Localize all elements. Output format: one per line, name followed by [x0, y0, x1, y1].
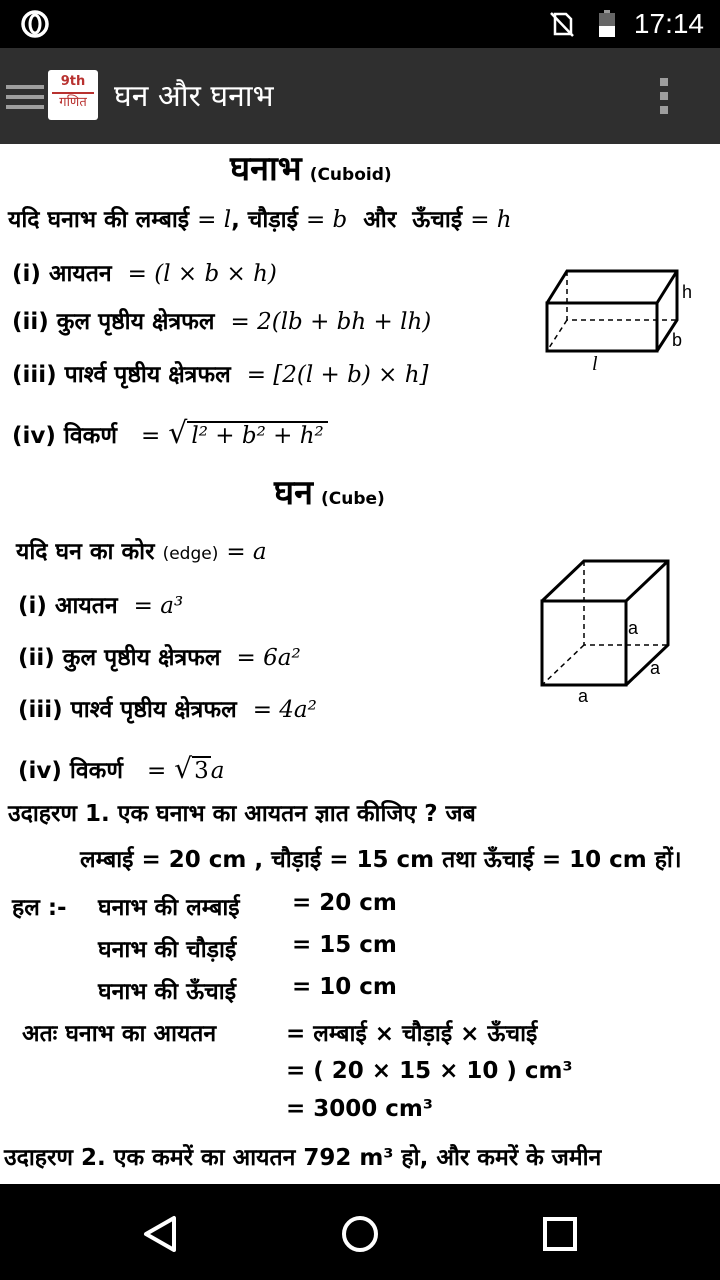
- example1-condition: लम्बाई = 20 cm , चौड़ाई = 15 cm तथा ऊँचाई = 10 cm हों।: [80, 847, 682, 873]
- navigation-bar: [0, 1184, 720, 1280]
- cube-lateral-surface-formula: = 4a²: [252, 697, 317, 723]
- sqrt-sign: √: [174, 752, 193, 785]
- cube-label-a-base: a: [578, 686, 589, 706]
- cube-volume-label: (i) आयतन: [18, 593, 118, 619]
- cube-total-surface: [18, 640, 301, 672]
- example1-step1: = ( 20 × 15 × 10 ) cm³: [286, 1058, 573, 1084]
- example1-solution-label: हल :-: [12, 895, 67, 921]
- cube-figure: [536, 556, 676, 706]
- cube-hidden-diagonal-edge: [542, 645, 584, 685]
- cube-volume: [18, 588, 183, 620]
- lesson-content[interactable]: [0, 144, 720, 1184]
- more-options-icon[interactable]: [654, 74, 674, 118]
- logo-grade: 9th: [60, 74, 86, 89]
- cuboid-heading: [230, 144, 392, 190]
- cube-diagonal-label: (iv) विकर्ण: [18, 758, 123, 784]
- example1-therefore-formula: = लम्बाई × चौड़ाई × ऊँचाई: [286, 1021, 538, 1047]
- cuboid-label-b: b: [672, 330, 683, 350]
- cube-total-surface-formula: = 6a²: [236, 645, 301, 671]
- cube-diagonal-radicand: 3: [194, 758, 209, 784]
- cube-label-a-depth: a: [650, 658, 661, 678]
- cube-volume-formula: = a³: [133, 593, 184, 619]
- example2-title: उदाहरण 2. एक कमरें का आयतन 792 m³ हो, और कमरें के जमीन: [4, 1145, 602, 1171]
- cube-heading: [274, 468, 385, 514]
- back-icon[interactable]: [138, 1212, 182, 1256]
- cube-heading-hi: घन: [274, 473, 313, 513]
- home-icon[interactable]: [338, 1212, 382, 1256]
- cuboid-intro-width: , चौड़ाई: [231, 207, 298, 233]
- cuboid-diagonal-radicand: l² + b² + h²: [187, 421, 327, 449]
- cuboid-total-surface-label: (ii) कुल पृष्ठीय क्षेत्रफल: [12, 309, 215, 335]
- cube-intro: [16, 534, 267, 566]
- example1-row-height-value: = 10 cm: [292, 974, 397, 1000]
- cuboid-diagonal: [12, 416, 328, 451]
- cuboid-front-face: [547, 303, 657, 351]
- cuboid-intro-and: और: [363, 207, 397, 233]
- cuboid-label-l: l: [592, 353, 598, 374]
- cuboid-intro-h: h: [496, 207, 512, 233]
- cuboid-intro-l: l: [223, 207, 232, 233]
- sqrt-sign: √: [168, 416, 188, 451]
- cuboid-intro-height: ऊँचाई: [412, 207, 463, 233]
- cuboid-volume: [12, 256, 277, 288]
- cube-heading-en: (Cube): [320, 489, 385, 509]
- cuboid-intro-prefix: यदि घनाभ की लम्बाई: [8, 207, 190, 233]
- logo-subject: गणित: [52, 92, 94, 112]
- cube-intro-prefix: यदि घन का कोर: [16, 539, 155, 565]
- cube-diagonal-eq: =: [146, 758, 167, 784]
- status-bar: [0, 0, 720, 48]
- cuboid-heading-hi: घनाभ: [230, 149, 302, 189]
- cuboid-heading-en: (Cuboid): [309, 165, 392, 185]
- cuboid-volume-formula: = (l × b × h): [127, 261, 277, 287]
- cuboid-diagonal-label: (iv) विकर्ण: [12, 423, 117, 449]
- cuboid-intro: यदि घनाभ की लम्बाई = l, चौड़ाई = b और ऊँचाई = h: [8, 207, 512, 233]
- cuboid-label-h: h: [682, 282, 693, 302]
- cube-intro-edge: (edge): [162, 544, 219, 564]
- cube-intro-eq: = a: [226, 539, 267, 565]
- cuboid-lateral-surface-formula: = [2(l + b) × h]: [246, 362, 429, 388]
- no-sim-icon: [548, 10, 576, 38]
- recents-icon[interactable]: [538, 1212, 582, 1256]
- cuboid-top-right-edge: [657, 271, 677, 303]
- cube-lateral-surface: [18, 692, 317, 724]
- opera-icon: [20, 9, 50, 39]
- example1-title: उदाहरण 1. एक घनाभ का आयतन ज्ञात कीजिए ? जब: [8, 801, 476, 827]
- app-logo[interactable]: [48, 70, 98, 120]
- cuboid-hidden-diagonal-edge: [547, 320, 567, 351]
- status-clock: 17:14: [633, 8, 704, 39]
- cube-total-surface-label: (ii) कुल पृष्ठीय क्षेत्रफल: [18, 645, 221, 671]
- example1-row-width-value: = 15 cm: [292, 932, 397, 958]
- cuboid-lateral-surface-label: (iii) पार्श्व पृष्ठीय क्षेत्रफल: [12, 362, 231, 388]
- cuboid-figure: [540, 264, 700, 374]
- cube-diagonal-suffix: a: [210, 758, 225, 784]
- cuboid-diagonal-eq: =: [140, 423, 161, 449]
- cuboid-intro-b: b: [332, 207, 348, 233]
- example1-row-length-value: = 20 cm: [292, 890, 397, 916]
- cube-diagonal: [18, 752, 224, 785]
- example1-step2: = 3000 cm³: [286, 1096, 433, 1122]
- example1-row-width-label: घनाभ की चौड़ाई: [98, 937, 237, 963]
- battery-icon: [598, 10, 616, 38]
- example1-therefore-label: अतः घनाभ का आयतन: [22, 1021, 217, 1047]
- cuboid-volume-label: (i) आयतन: [12, 261, 112, 287]
- cube-label-a-edge: a: [628, 618, 639, 638]
- cuboid-lateral-surface: [12, 357, 429, 389]
- cube-lateral-surface-label: (iii) पार्श्व पृष्ठीय क्षेत्रफल: [18, 697, 237, 723]
- app-bar: [0, 48, 720, 144]
- cuboid-total-surface: [12, 304, 431, 336]
- page-title: घन और घनाभ: [114, 79, 274, 114]
- cube-top-right-edge: [626, 561, 668, 601]
- example1-row-height-label: घनाभ की ऊँचाई: [98, 979, 237, 1005]
- cuboid-total-surface-formula: = 2(lb + bh + lh): [230, 309, 432, 335]
- example1-row-length-label: घनाभ की लम्बाई: [98, 895, 240, 921]
- menu-icon[interactable]: [6, 76, 44, 116]
